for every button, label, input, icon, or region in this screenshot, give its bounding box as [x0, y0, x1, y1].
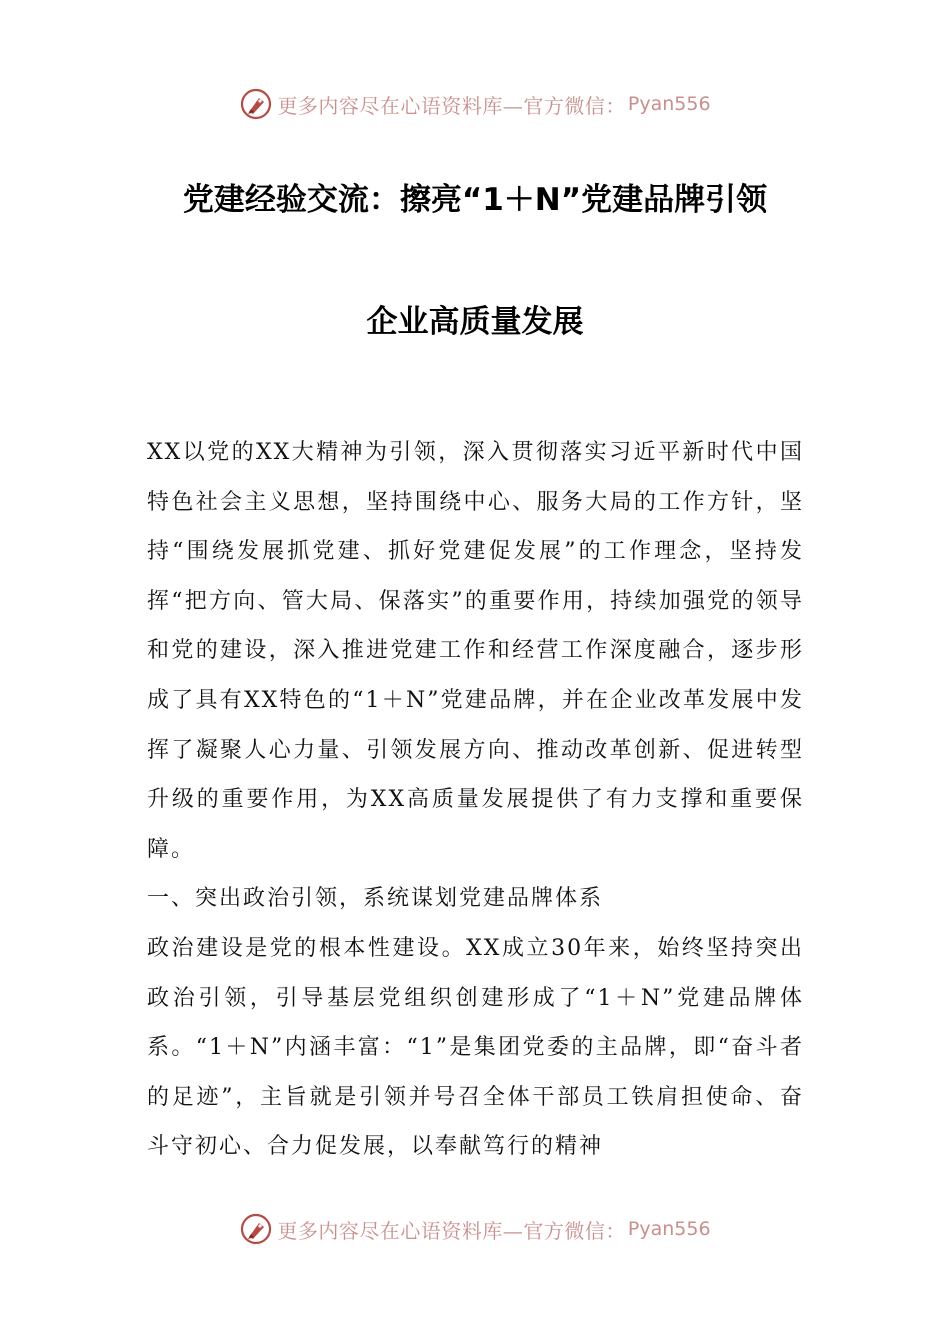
document-body	[147, 428, 804, 1172]
document-title-line-1: 党建经验交流：擦亮“1＋N”党建品牌引领	[182, 182, 768, 218]
watermark-header	[0, 84, 950, 124]
section-1-paragraph: 政治建设是党的根本性建设。XX成立30年来，始终坚持突出政治引领，引导基层党组织创建形成了“1＋N”党建品牌体系。“1＋N”内涵丰富：“1”是集团党委的主品牌，即“奋斗者的足迹”，主旨就是引领并号召全体干部员工铁肩担使命、奋斗守初心、合力促发展，以奉献笃行的精神	[147, 935, 804, 1160]
pen-nib-logo-icon	[239, 87, 273, 121]
watermark-text: 更多内容尽在心语资料库—官方微信：	[277, 93, 626, 118]
watermark-text: 更多内容尽在心语资料库—官方微信：	[277, 1218, 626, 1243]
intro-paragraph: XX以党的XX大精神为引领，深入贯彻落实习近平新时代中国特色社会主义思想，坚持围绕中心、服务大局的工作方针，坚持“围绕发展抓党建、抓好党建促发展”的工作理念，坚持发挥“把方向、管大局、保落实”的重要作用，持续加强党的领导和党的建设，深入推进党建工作和经营工作深度融合，逐步形成了具有XX特色的“1＋N”党建品牌，并在企业改革发展中发挥了凝聚人心力量、引领发展方向、推动改革创新、促进转型升级的重要作用，为XX高质量发展提供了有力支撑和重要保障。	[147, 440, 804, 862]
watermark-handle: Pyan556	[627, 1218, 711, 1240]
pen-nib-logo-icon	[239, 1212, 273, 1246]
watermark-handle: Pyan556	[627, 93, 711, 115]
document-title-line-2: 企业高质量发展	[366, 304, 584, 340]
section-heading-1: 一、突出政治引领，系统谋划党建品牌体系	[147, 886, 604, 912]
watermark-footer	[0, 1209, 950, 1249]
